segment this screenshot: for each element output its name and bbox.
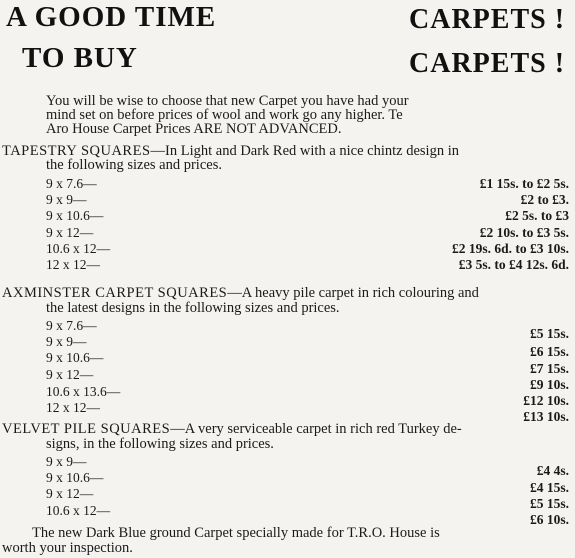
price-value: £13 10s. [523,409,569,424]
intro-line-2: mind set on before prices of wool and work go any higher. Te [46,107,403,123]
price-value: £5 15s. [529,496,569,511]
price-value: £4 15s. [529,480,569,495]
size-label: 9 x 7.6— [46,318,97,333]
size-label: 9 x 10.6— [46,350,104,365]
headline-right-line2: CARPETS ! [409,48,566,79]
price-value: £2 to £3. [520,192,569,207]
size-label: 9 x 9— [46,454,87,469]
size-label: 9 x 10.6— [46,470,104,485]
size-label: 9 x 7.6— [46,176,97,191]
section-heading: TAPESTRY SQUARES [2,143,151,159]
footer-line-1: The new Dark Blue ground Carpet specially made for T.R.O. House is [32,525,440,541]
section-description: —A heavy pile carpet in rich colouring and [227,285,479,301]
price-value: £2 10s. to £3 5s. [479,225,569,240]
section-description-line2: signs, in the following sizes and prices. [46,436,274,452]
size-label: 9 x 12— [46,225,94,240]
size-label: 12 x 12— [46,400,100,415]
headline-left-line2: TO BUY [22,42,138,74]
section-axminster-line1 [2,287,479,301]
section-heading: VELVET PILE SQUARES [2,421,171,437]
size-label: 9 x 12— [46,367,94,382]
headline-right-line1: CARPETS ! [409,4,566,35]
section-description-line2: the following sizes and prices. [46,157,222,173]
size-label: 10.6 x 13.6— [46,384,121,399]
size-label: 9 x 9— [46,334,87,349]
footer-line-2: worth your inspection. [2,540,133,556]
price-value: £5 15s. [529,326,569,341]
price-value: £9 10s. [529,377,569,392]
price-value: £2 5s. to £3 [505,208,569,223]
size-label: 9 x 10.6— [46,208,104,223]
price-value: £4 4s. [536,463,569,478]
headline-left-line1: A GOOD TIME [6,1,217,33]
price-value: £7 15s. [529,361,569,376]
size-label: 9 x 9— [46,192,87,207]
size-label: 10.6 x 12— [46,503,111,518]
section-description: —In Light and Dark Red with a nice chintz design in [150,143,459,159]
price-value: £3 5s. to £4 12s. 6d. [458,257,569,272]
price-value: £1 15s. to £2 5s. [479,176,569,191]
size-label: 10.6 x 12— [46,241,111,256]
intro-line-3: Aro House Carpet Prices ARE NOT ADVANCED. [46,121,342,137]
section-velvet-line1 [2,423,462,437]
section-description-line2: the latest designs in the following sizes and prices. [46,300,340,316]
section-heading: AXMINSTER CARPET SQUARES [2,285,228,301]
price-value: £6 10s. [529,512,569,527]
price-value: £6 15s. [529,344,569,359]
size-label: 9 x 12— [46,486,94,501]
section-description: —A very serviceable carpet in rich red Turkey de- [170,421,462,437]
intro-line-1: You will be wise to choose that new Carpet you have had your [46,93,409,109]
price-value: £2 19s. 6d. to £3 10s. [451,241,569,256]
price-value: £12 10s. [523,393,569,408]
size-label: 12 x 12— [46,257,100,272]
